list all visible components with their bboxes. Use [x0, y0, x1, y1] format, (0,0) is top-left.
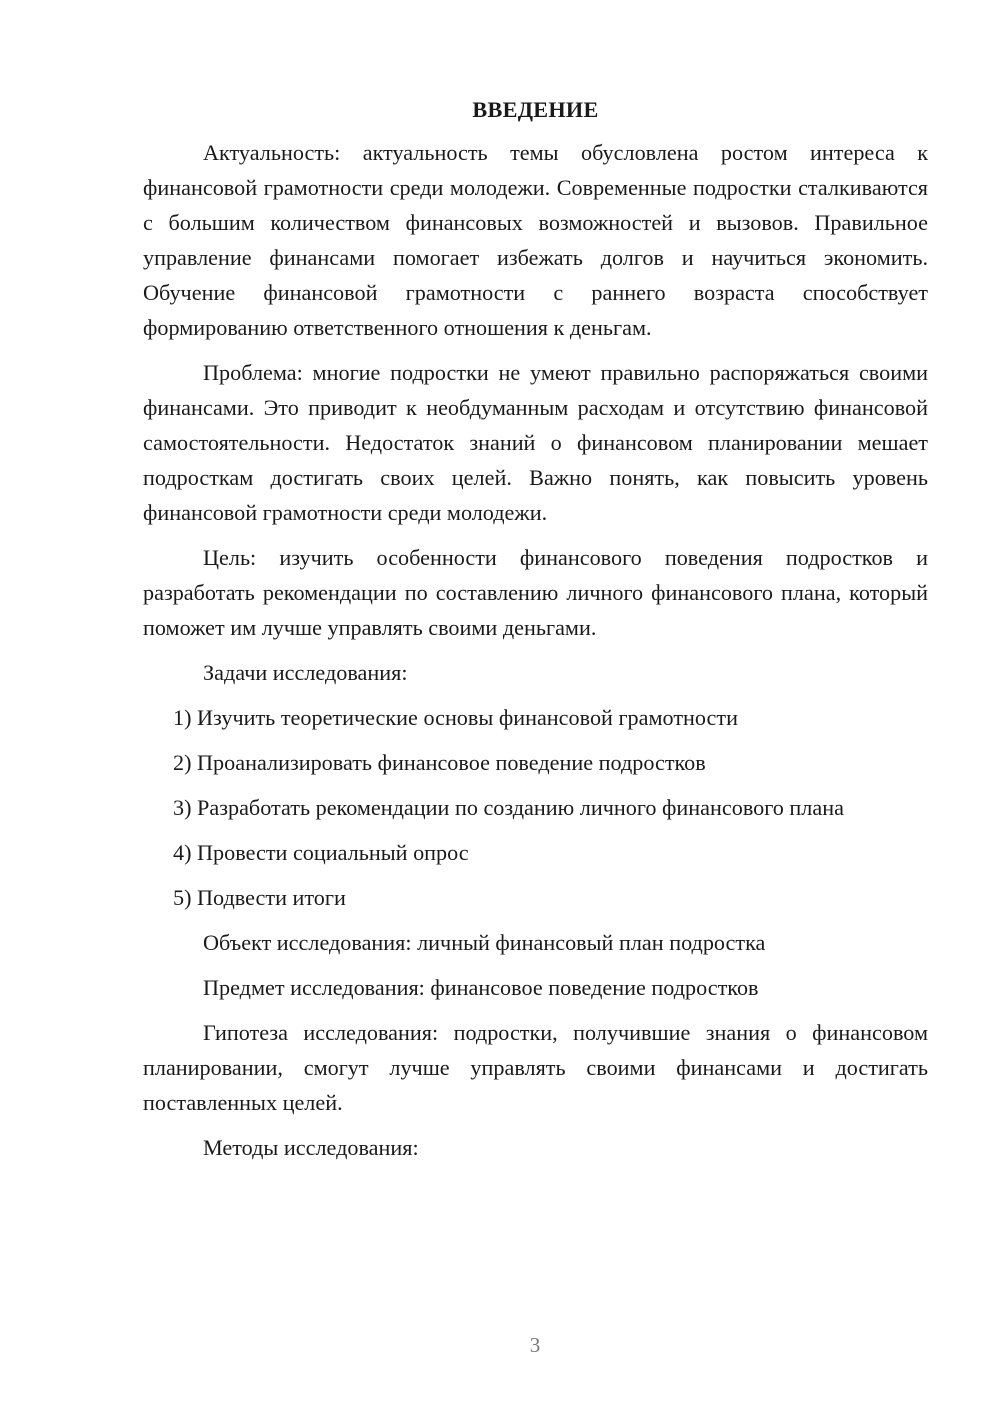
methods-heading: Методы исследования:: [203, 1135, 419, 1160]
task-item-1: 1) Изучить теоретические основы финансовой грамотности: [173, 705, 738, 730]
tasks-heading: Задачи исследования:: [203, 660, 408, 685]
task-item-2: 2) Проанализировать финансовое поведение подростков: [173, 750, 706, 775]
subject-paragraph: Предмет исследования: финансовое поведение подростков: [203, 975, 759, 1000]
task-item-4: 4) Провести социальный опрос: [173, 840, 469, 865]
task-item-5: 5) Подвести итоги: [173, 885, 346, 910]
hypothesis-paragraph: Гипотеза исследования: подростки, получившие знания о финансовом планировании, смогут лучше управлять своими финансами и достигать поставленных целей.: [143, 1020, 928, 1115]
relevance-paragraph: Актуальность: актуальность темы обусловлена ростом интереса к финансовой грамотности среди молодежи. Современные подростки сталкиваются с большим количеством финансовых возможностей и вызовов. Правильное управление финансами помогает избежать долгов и научиться экономить. Обучение финансовой грамотности с раннего возраста способствует формированию ответственного отношения к деньгам.: [143, 140, 928, 340]
object-paragraph: Объект исследования: личный финансовый план подростка: [203, 930, 766, 955]
page-number: 3: [529, 1333, 541, 1357]
page-title: ВВЕДЕНИЕ: [472, 97, 599, 122]
problem-paragraph: Проблема: многие подростки не умеют правильно распоряжаться своими финансами. Это приводит к необдуманным расходам и отсутствию финансовой самостоятельности. Недостаток знаний о финансовом планировании мешает подросткам достигать своих целей. Важно понять, как повысить уровень финансовой грамотности среди молодежи.: [143, 360, 928, 525]
task-item-3: 3) Разработать рекомендации по созданию личного финансового плана: [173, 795, 844, 820]
goal-paragraph: Цель: изучить особенности финансового поведения подростков и разработать рекомендации по составлению личного финансового плана, который поможет им лучше управлять своими деньгами.: [143, 545, 928, 640]
document-page: [143, 92, 928, 1165]
